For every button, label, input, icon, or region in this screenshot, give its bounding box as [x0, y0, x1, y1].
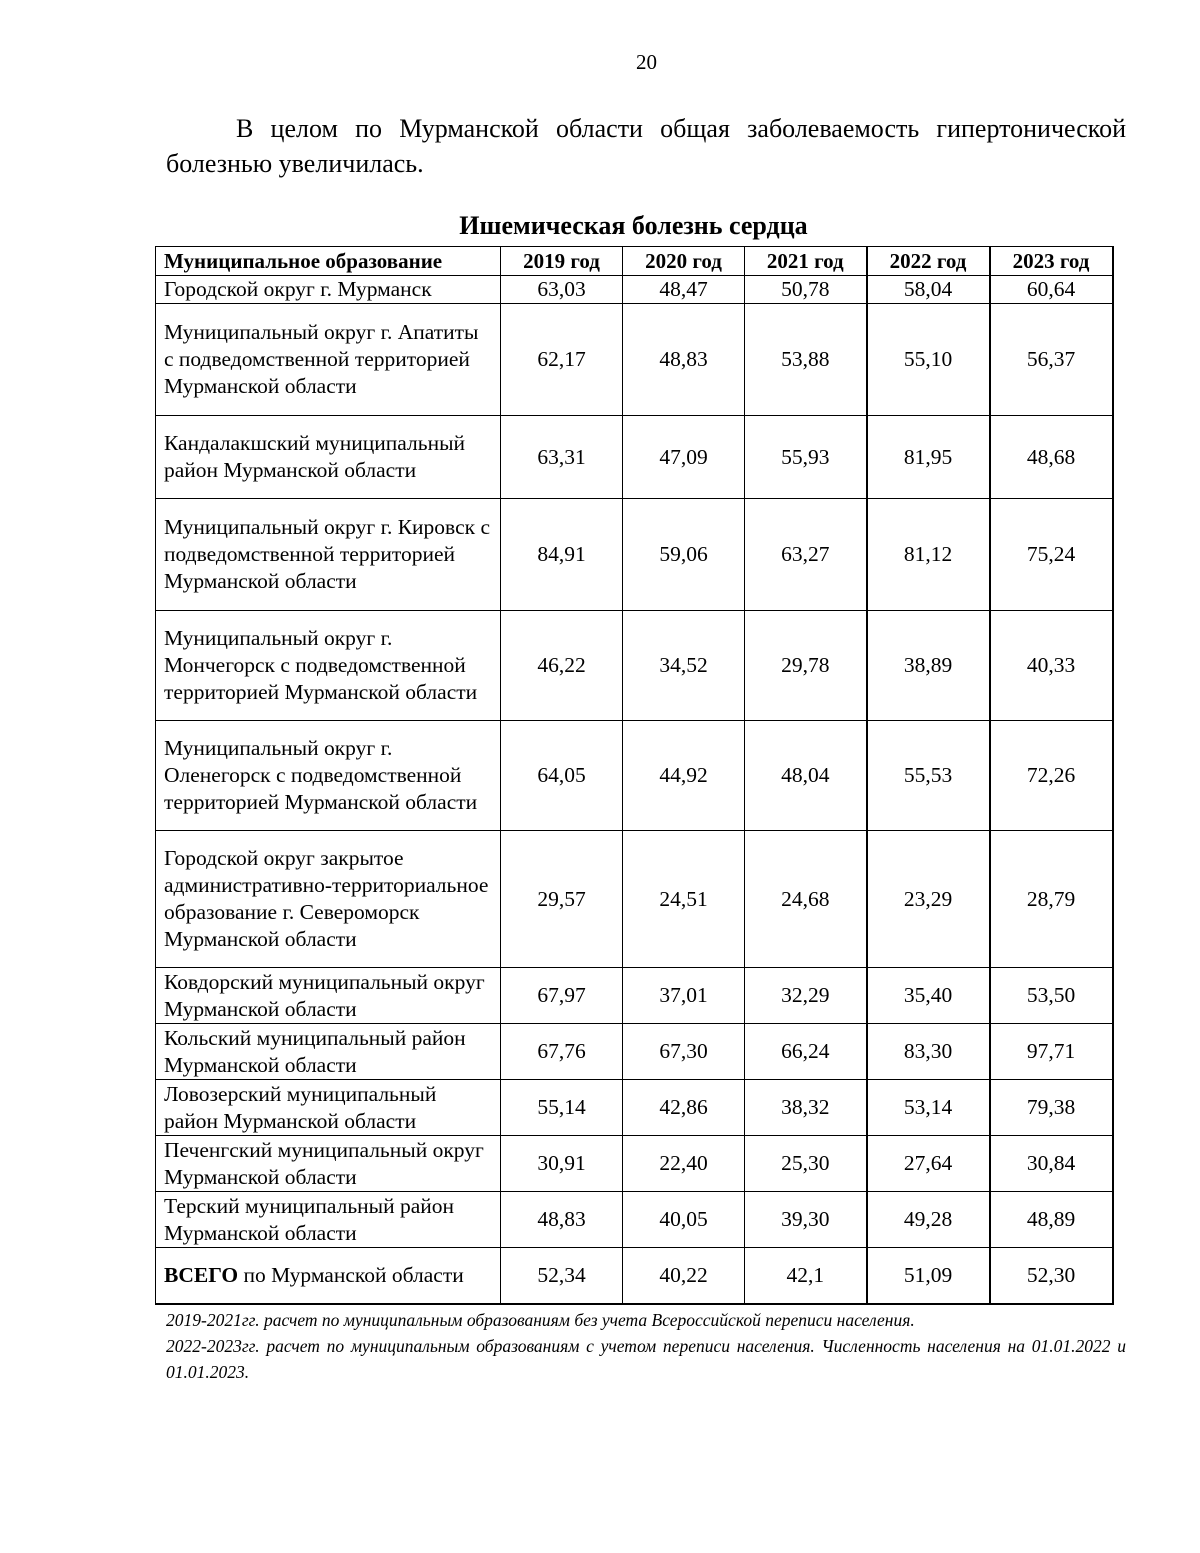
municipality-name: Кандалакшский муниципальный район Мурманской области — [156, 416, 501, 499]
table-row — [156, 611, 1113, 721]
value-2020: 34,52 — [623, 611, 745, 721]
total-label — [156, 1248, 501, 1304]
municipality-name: Терский муниципальный район Мурманской области — [156, 1192, 501, 1248]
value-2021: 50,78 — [745, 276, 867, 304]
value-2023: 60,64 — [990, 276, 1113, 304]
total-value-2021: 42,1 — [745, 1248, 867, 1304]
value-2020: 47,09 — [623, 416, 745, 499]
table-row — [156, 1192, 1113, 1248]
table-row — [156, 416, 1113, 499]
value-2023: 48,89 — [990, 1192, 1113, 1248]
value-2021: 66,24 — [745, 1024, 867, 1080]
value-2022: 49,28 — [867, 1192, 990, 1248]
value-2021: 24,68 — [745, 831, 867, 968]
table-body — [156, 276, 1113, 1304]
value-2022: 83,30 — [867, 1024, 990, 1080]
value-2022: 23,29 — [867, 831, 990, 968]
value-2022: 27,64 — [867, 1136, 990, 1192]
value-2023: 56,37 — [990, 304, 1113, 416]
total-value-2022: 51,09 — [867, 1248, 990, 1304]
municipality-name: Кольский муниципальный район Мурманской области — [156, 1024, 501, 1080]
municipality-name: Ковдорский муниципальный округ Мурманской области — [156, 968, 501, 1024]
value-2022: 38,89 — [867, 611, 990, 721]
table-row — [156, 304, 1113, 416]
table-row — [156, 499, 1113, 611]
municipality-name: Муниципальный округ г. Апатиты с подведомственной территорией Мурманской области — [156, 304, 501, 416]
value-2019: 84,91 — [501, 499, 623, 611]
municipality-name: Муниципальный округ г. Кировск с подведомственной территорией Мурманской области — [156, 499, 501, 611]
value-2022: 58,04 — [867, 276, 990, 304]
header-municipality: Муниципальное образование — [156, 247, 501, 276]
value-2019: 55,14 — [501, 1080, 623, 1136]
value-2020: 44,92 — [623, 721, 745, 831]
value-2022: 55,10 — [867, 304, 990, 416]
value-2020: 22,40 — [623, 1136, 745, 1192]
table-title: Ишемическая болезнь сердца — [459, 211, 808, 240]
value-2023: 28,79 — [990, 831, 1113, 968]
value-2020: 59,06 — [623, 499, 745, 611]
value-2021: 38,32 — [745, 1080, 867, 1136]
value-2023: 40,33 — [990, 611, 1113, 721]
table-row — [156, 721, 1113, 831]
value-2019: 29,57 — [501, 831, 623, 968]
value-2020: 67,30 — [623, 1024, 745, 1080]
value-2019: 64,05 — [501, 721, 623, 831]
value-2019: 63,31 — [501, 416, 623, 499]
table-row — [156, 831, 1113, 968]
total-row — [156, 1248, 1113, 1304]
table-header-row — [156, 247, 1113, 276]
intro-paragraph: В целом по Мурманской области общая заболеваемость гипертонической болезнью увеличилась. — [166, 114, 1126, 178]
value-2020: 42,86 — [623, 1080, 745, 1136]
value-2020: 48,83 — [623, 304, 745, 416]
value-2022: 55,53 — [867, 721, 990, 831]
total-value-2019: 52,34 — [501, 1248, 623, 1304]
value-2021: 29,78 — [745, 611, 867, 721]
value-2019: 63,03 — [501, 276, 623, 304]
value-2023: 79,38 — [990, 1080, 1113, 1136]
value-2021: 48,04 — [745, 721, 867, 831]
value-2023: 53,50 — [990, 968, 1113, 1024]
value-2022: 35,40 — [867, 968, 990, 1024]
value-2022: 81,12 — [867, 499, 990, 611]
total-label-rest: по Мурманской области — [238, 1262, 464, 1287]
value-2019: 67,97 — [501, 968, 623, 1024]
value-2023: 97,71 — [990, 1024, 1113, 1080]
header-2023: 2023 год — [990, 247, 1113, 276]
value-2020: 24,51 — [623, 831, 745, 968]
table-row — [156, 1080, 1113, 1136]
municipality-name: Муниципальный округ г. Мончегорск с подведомственной территорией Мурманской области — [156, 611, 501, 721]
value-2019: 30,91 — [501, 1136, 623, 1192]
municipality-name: Муниципальный округ г. Оленегорск с подведомственной территорией Мурманской области — [156, 721, 501, 831]
value-2021: 25,30 — [745, 1136, 867, 1192]
value-2022: 81,95 — [867, 416, 990, 499]
municipality-name: Ловозерский муниципальный район Мурманской области — [156, 1080, 501, 1136]
value-2020: 37,01 — [623, 968, 745, 1024]
table-row — [156, 1136, 1113, 1192]
value-2021: 55,93 — [745, 416, 867, 499]
value-2023: 72,26 — [990, 721, 1113, 831]
footnote-2022-2023: 2022-2023гг. расчет по муниципальным образованиям с учетом переписи населения. Численность населения на 01.01.2022 и 01.01.2023. — [166, 1336, 1126, 1382]
value-2019: 46,22 — [501, 611, 623, 721]
header-2021: 2021 год — [745, 247, 867, 276]
total-label-bold: ВСЕГО — [164, 1262, 239, 1287]
value-2019: 62,17 — [501, 304, 623, 416]
table-row — [156, 1024, 1113, 1080]
header-2022: 2022 год — [867, 247, 990, 276]
morbidity-table — [155, 246, 1114, 1305]
table-row — [156, 276, 1113, 304]
value-2020: 48,47 — [623, 276, 745, 304]
value-2021: 63,27 — [745, 499, 867, 611]
total-value-2023: 52,30 — [990, 1248, 1113, 1304]
value-2022: 53,14 — [867, 1080, 990, 1136]
municipality-name: Печенгский муниципальный округ Мурманской области — [156, 1136, 501, 1192]
value-2019: 67,76 — [501, 1024, 623, 1080]
value-2021: 53,88 — [745, 304, 867, 416]
value-2019: 48,83 — [501, 1192, 623, 1248]
value-2020: 40,05 — [623, 1192, 745, 1248]
municipality-name: Городской округ г. Мурманск — [156, 276, 501, 304]
value-2023: 30,84 — [990, 1136, 1113, 1192]
header-2019: 2019 год — [501, 247, 623, 276]
value-2023: 48,68 — [990, 416, 1113, 499]
value-2023: 75,24 — [990, 499, 1113, 611]
footnote-2019-2021: 2019-2021гг. расчет по муниципальным образованиям без учета Всероссийской переписи населения. — [166, 1310, 915, 1330]
header-2020: 2020 год — [623, 247, 745, 276]
table-row — [156, 968, 1113, 1024]
value-2021: 32,29 — [745, 968, 867, 1024]
value-2021: 39,30 — [745, 1192, 867, 1248]
municipality-name: Городской округ закрытое административно-территориальное образование г. Североморск Мурманской области — [156, 831, 501, 968]
page-number: 20 — [636, 50, 657, 74]
total-value-2020: 40,22 — [623, 1248, 745, 1304]
